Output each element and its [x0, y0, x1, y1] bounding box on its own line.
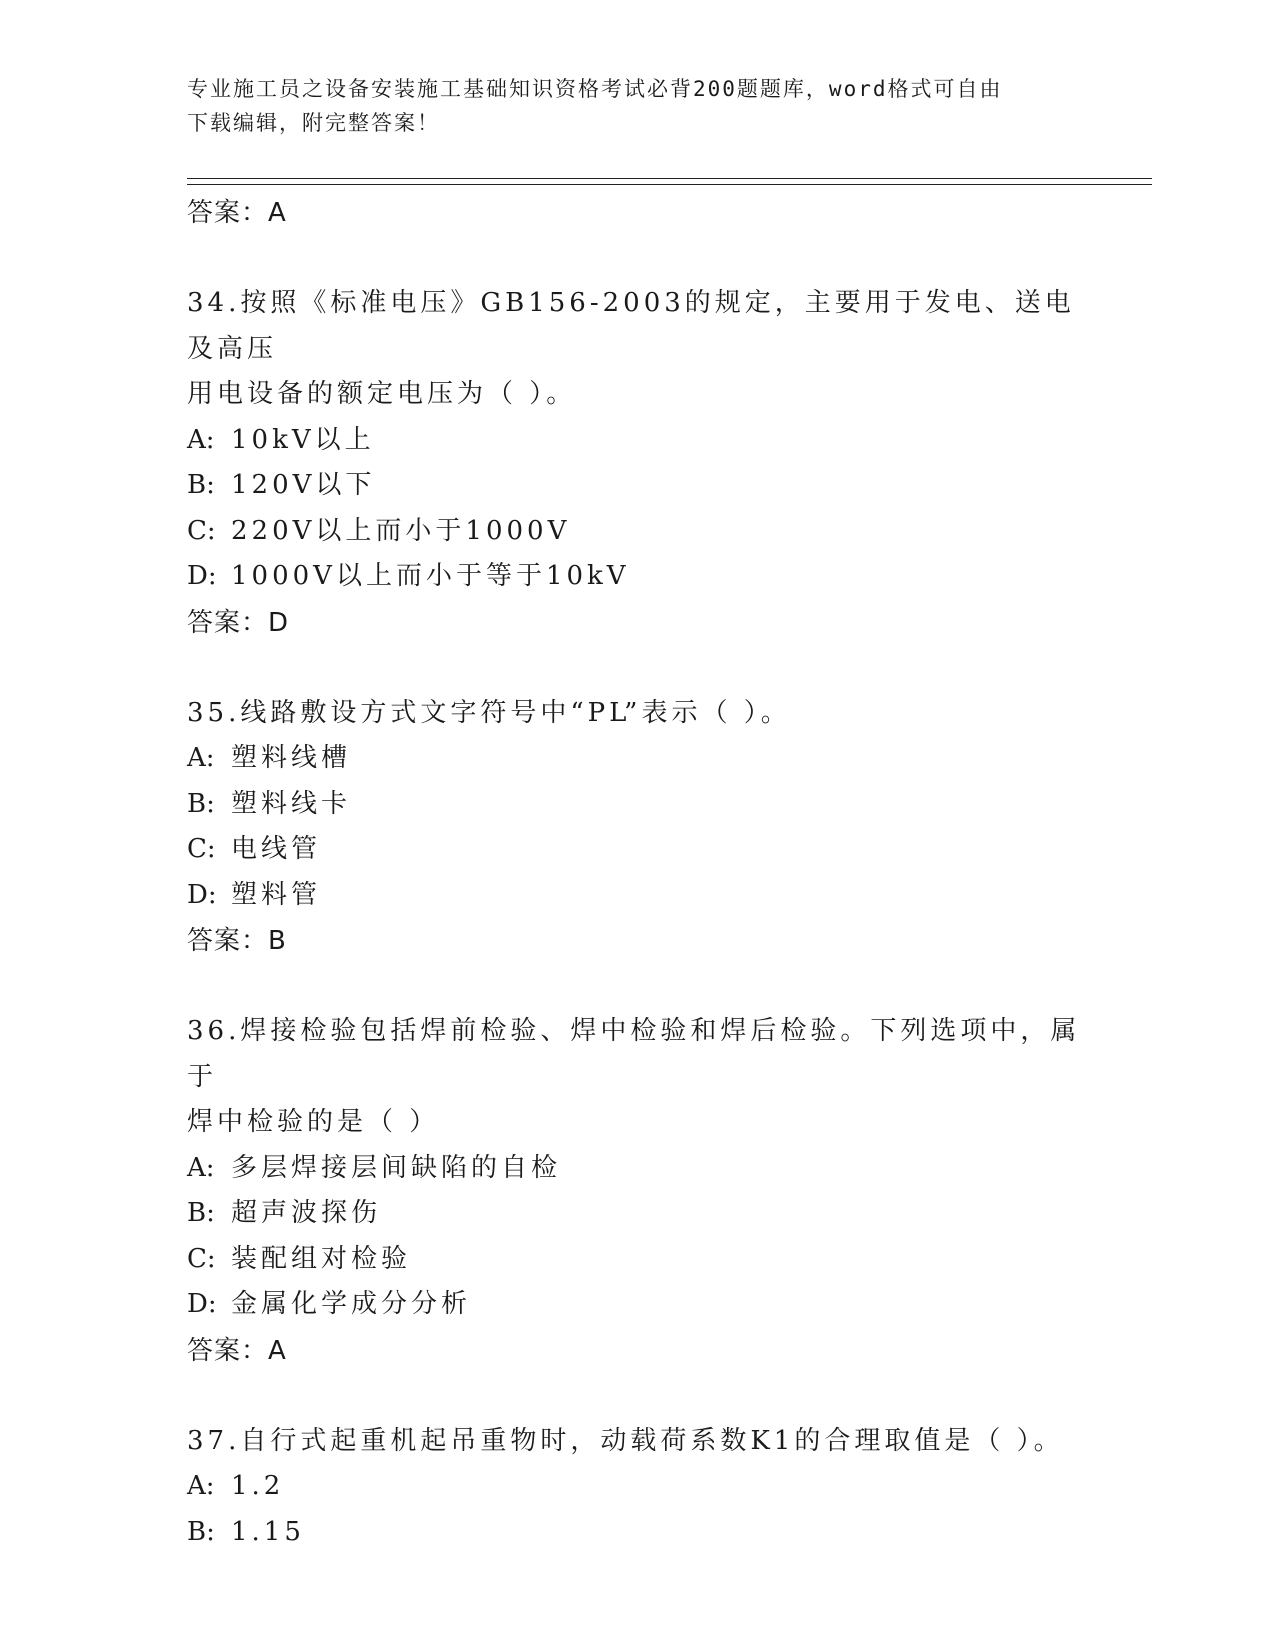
option-text: 超声波探伤: [231, 1198, 382, 1228]
answer-line: 答案：A: [187, 198, 287, 228]
option-letter: B:: [187, 1516, 215, 1547]
question-stem-line: 35.线路敷设方式文字符号中“PL”表示（ ）。: [187, 697, 791, 728]
option-text: 多层焊接层间缺陷的自检: [231, 1152, 562, 1183]
option-letter: B:: [187, 1198, 215, 1228]
header-divider-bottom: [187, 184, 1152, 185]
answer-option: [187, 1146, 1087, 1192]
question-block: [187, 691, 1087, 965]
question-stem: [187, 1009, 1087, 1146]
answer-option: [187, 1191, 1087, 1237]
option-text: 1000V以上而小于等于10kV: [231, 561, 630, 591]
option-letter: B:: [187, 470, 215, 500]
document-header: [187, 72, 1067, 140]
option-text: 220V以上而小于1000V: [231, 515, 571, 546]
question-list: [187, 190, 1087, 1555]
option-letter: B:: [187, 788, 215, 819]
question-stem-line: 36.焊接检验包括焊前检验、焊中检验和焊后检验。下列选项中，属于: [187, 1016, 1081, 1092]
option-letter: C:: [187, 1243, 216, 1274]
answer-option: [187, 1464, 1087, 1510]
option-text: 1.2: [231, 1471, 285, 1501]
question-stem-line: 34.按照《标准电压》GB156-2003的规定，主要用于发电、送电及高压: [187, 288, 1075, 364]
question-stem: [187, 1419, 1087, 1465]
answer-option: [187, 1510, 1087, 1556]
answer-option: [187, 1282, 1087, 1328]
question-block: [187, 281, 1087, 646]
option-letter: C:: [187, 515, 216, 546]
answer-option: [187, 827, 1087, 873]
answer-option: [187, 736, 1087, 782]
question-stem: [187, 281, 1087, 418]
question-stem-line: 37.自行式起重机起吊重物时，动载荷系数K1的合理取值是（ ）。: [187, 1425, 1064, 1456]
option-text: 120V以下: [231, 470, 376, 500]
question-stem: [187, 691, 1087, 737]
answer-option: [187, 509, 1087, 555]
option-letter: D:: [187, 879, 217, 910]
option-letter: A:: [187, 1471, 215, 1501]
option-text: 10kV以上: [231, 424, 375, 455]
option-letter: A:: [187, 424, 215, 455]
answer-line: 答案：B: [187, 926, 287, 956]
answer-option: [187, 1237, 1087, 1283]
question-stem-line: 用电设备的额定电压为（ ）。: [187, 379, 577, 409]
option-text: 1.15: [231, 1516, 305, 1547]
question-stem-line: 焊中检验的是（ ）: [187, 1107, 440, 1137]
answer-line: 答案：A: [187, 1335, 287, 1366]
answer-option: [187, 873, 1087, 919]
question-block: [187, 1009, 1087, 1374]
question-block: [187, 1419, 1087, 1556]
answer-option: [187, 554, 1087, 600]
answer-line: 答案：D: [187, 607, 290, 638]
header-line-1: 专业施工员之设备安装施工基础知识资格考试必背200题题库，word格式可自由: [187, 77, 1003, 101]
option-text: 装配组对检验: [231, 1243, 412, 1274]
option-letter: D:: [187, 1289, 217, 1319]
option-letter: D:: [187, 561, 217, 591]
option-letter: A:: [187, 743, 215, 773]
answer-option: [187, 463, 1087, 509]
option-text: 电线管: [231, 834, 322, 864]
header-divider-top: [187, 178, 1152, 179]
answer-option: [187, 782, 1087, 828]
option-letter: C:: [187, 834, 216, 864]
option-text: 金属化学成分分析: [231, 1289, 472, 1319]
option-text: 塑料线卡: [231, 788, 352, 819]
answer-option: [187, 418, 1087, 464]
option-text: 塑料管: [231, 879, 322, 910]
option-letter: A:: [187, 1152, 215, 1183]
header-line-2: 下载编辑，附完整答案！: [187, 111, 440, 135]
option-text: 塑料线槽: [231, 743, 352, 773]
